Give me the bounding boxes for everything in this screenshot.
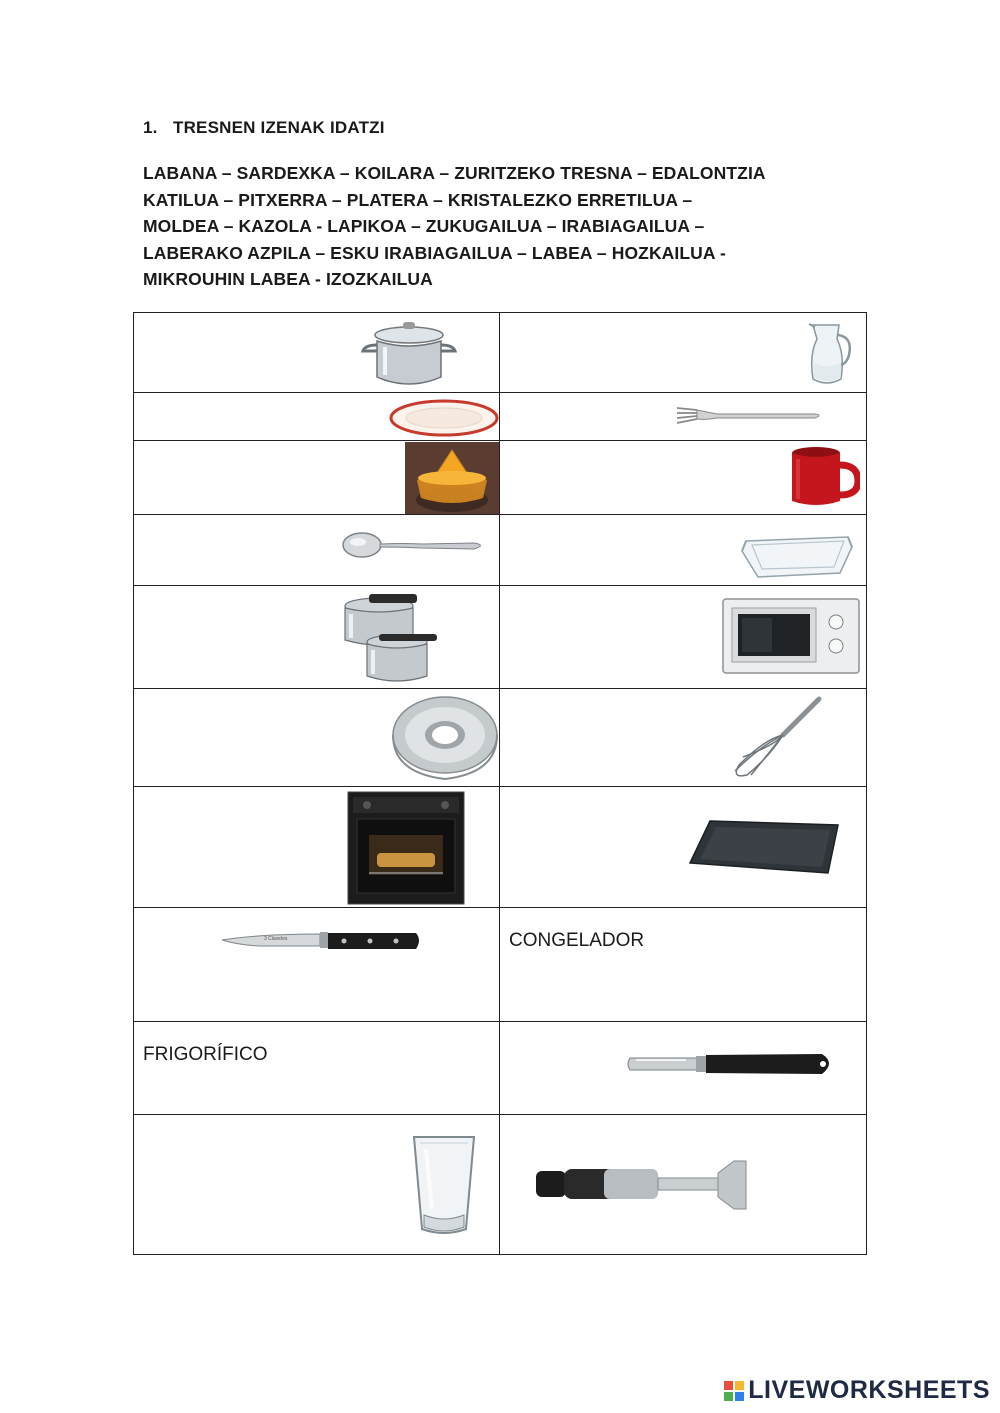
word-bank-line: MIKROUHIN LABEA - IZOZKAILUA xyxy=(143,269,433,289)
cell-mug[interactable] xyxy=(500,441,867,515)
pot-icon xyxy=(359,317,459,391)
fork-icon xyxy=(675,401,825,431)
spoon-icon xyxy=(342,529,488,563)
pressure-cooker-icon xyxy=(339,590,449,686)
glass-dish-icon xyxy=(740,523,855,581)
cell-pressure-cooker[interactable] xyxy=(134,586,500,689)
juicer-icon xyxy=(405,442,499,514)
exercise-title: TRESNEN IZENAK IDATZI xyxy=(173,118,385,137)
logo-mark xyxy=(724,1381,744,1401)
juicer-photo xyxy=(405,442,499,514)
glass-icon xyxy=(412,1133,476,1237)
cell-freezer[interactable] xyxy=(500,908,867,1022)
brand-name: LIVEWORKSHEETS xyxy=(748,1376,990,1404)
logo-square xyxy=(735,1381,744,1390)
word-bank-line: KATILUA – PITXERRA – PLATERA – KRISTALEZKO ERRETILUA – xyxy=(143,189,693,210)
logo-square xyxy=(724,1392,733,1401)
exercise-heading xyxy=(143,118,385,138)
freezer-label: CONGELADOR xyxy=(509,930,645,951)
cell-spoon[interactable] xyxy=(134,515,500,586)
svg-text:3 Claveles: 3 Claveles xyxy=(264,936,288,942)
cell-knife[interactable] xyxy=(134,908,500,1022)
word-bank-line: LABERAKO AZPILA – ESKU IRABIAGAILUA – LABEA – HOZKAILUA - xyxy=(143,242,726,263)
whisk-icon xyxy=(725,695,825,781)
fridge-label: FRIGORÍFICO xyxy=(143,1044,268,1065)
word-bank-line: MOLDEA – KAZOLA - LAPIKOA – ZUKUGAILUA – IRABIAGAILUA – xyxy=(143,216,705,236)
word-bank xyxy=(143,160,873,293)
cell-glass-dish[interactable] xyxy=(500,515,867,586)
cell-glass[interactable] xyxy=(134,1115,500,1255)
pitcher-icon xyxy=(805,319,855,387)
peeler-icon xyxy=(626,1046,836,1080)
liveworksheets-logo[interactable] xyxy=(724,1376,990,1405)
cell-ring-mold[interactable] xyxy=(134,689,500,787)
cell-fridge[interactable] xyxy=(134,1022,500,1115)
mug-icon xyxy=(790,445,860,509)
cell-whisk[interactable] xyxy=(500,689,867,787)
cell-plate[interactable] xyxy=(134,393,500,441)
logo-square xyxy=(735,1392,744,1401)
cell-baking-tray[interactable] xyxy=(500,787,867,908)
cell-juicer[interactable] xyxy=(134,441,500,515)
cell-microwave[interactable] xyxy=(500,586,867,689)
cell-oven[interactable] xyxy=(134,787,500,908)
word-bank-line: LABANA – SARDEXKA – KOILARA – ZURITZEKO TRESNA – EDALONTZIA xyxy=(143,163,766,183)
knife-icon xyxy=(220,928,424,954)
microwave-icon xyxy=(722,598,860,674)
cell-hand-blender[interactable] xyxy=(500,1115,867,1255)
cell-fork[interactable] xyxy=(500,393,867,441)
cell-pot[interactable] xyxy=(134,313,500,393)
plate-icon xyxy=(389,398,499,438)
exercise-number: 1. xyxy=(143,118,158,137)
oven-icon xyxy=(347,791,465,905)
cell-peeler[interactable] xyxy=(500,1022,867,1115)
hand-blender-icon xyxy=(534,1159,748,1211)
cell-pitcher[interactable] xyxy=(500,313,867,393)
baking-tray-icon xyxy=(688,817,844,879)
ring-mold-icon xyxy=(390,695,500,781)
logo-square xyxy=(724,1381,733,1390)
utensil-table xyxy=(133,312,867,1255)
